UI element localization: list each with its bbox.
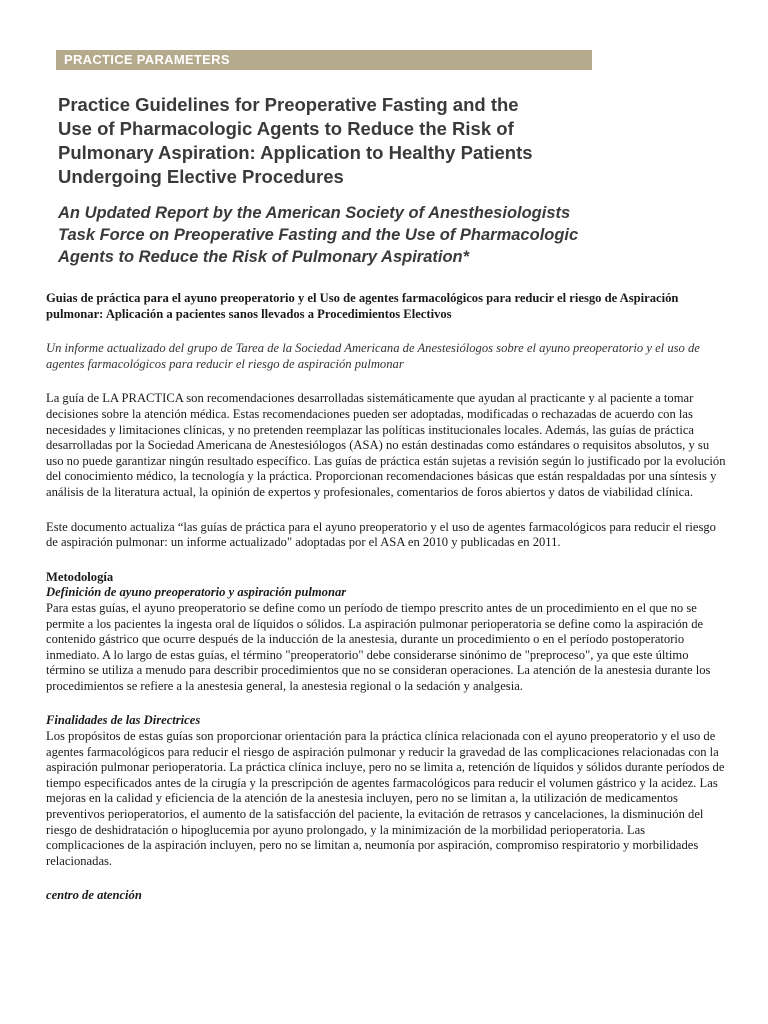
purposes-paragraph: Los propósitos de estas guías son proporcionar orientación para la práctica clínica relacionada con el ayuno preoperatorio y el uso de agentes farmacológicos para reducir el riesgo de aspiración pulmonar y reducir la gravedad de las complicaciones relacionadas con la aspiración pulmonar perioperatoria. La práctica clínica incluye, pero no se limita a, retención de líquidos y sólidos durante períodos de tiempo especificados antes de la cirugía y la prescripción de agentes farmacológicos para reducir el volumen gástrico y la acidez. Las mejoras en la calidad y eficiencia de la atención de la anestesia incluyen, pero no se limitan a, la utilización de medicamentos preventivos perioperatorios, el aumento de la satisfacción del paciente, la evitación de retrasos y cancelaciones, la disminución del riesgo de deshidratación o hipoglucemia por ayuno prolongado, y la minimización de la morbilidad perioperatoria. Las complicaciones de la aspiración incluyen, pero no se limitan a, neumonía por aspiración, compromiso respiratorio y morbilidades relacionadas.: [46, 729, 725, 868]
english-title-line: Use of Pharmacologic Agents to Reduce the Risk of: [58, 118, 514, 139]
english-title-line: Undergoing Elective Procedures: [58, 166, 344, 187]
english-title-line: Practice Guidelines for Preoperative Fasting and the: [58, 94, 519, 115]
definition-paragraph: Para estas guías, el ayuno preoperatorio se define como un período de tiempo prescrito antes de un procedimiento en el que no se permite a los pacientes la ingesta oral de líquidos o sólidos. La aspiración pulmonar perioperatoria se define como la aspiración de contenido gástrico que ocurre después de la inducción de la anestesia, durante un procedimiento o en el período postoperatorio inmediato. A lo largo de estas guías, el término "preoperatorio" debe considerarse sinónimo de "preproceso", ya que este último término se utiliza a menudo para describir procedimientos que no se consideran operaciones. La atención de la anestesia durante los procedimientos se refiere a la anestesia general, la anestesia regional o la sedación y analgesia.: [46, 600, 711, 693]
focus-heading: centro de atención: [46, 888, 142, 903]
english-subtitle-line: Agents to Reduce the Risk of Pulmonary Aspiration*: [58, 248, 470, 266]
english-title: [58, 93, 618, 189]
intro-paragraph: La guía de LA PRACTICA son recomendaciones desarrolladas sistemáticamente que ayudan al practicante y al paciente a tomar decisiones sobre la atención médica. Estas recomendaciones pueden ser adoptadas, modificadas o rechazadas de acuerdo con las necesidades y limitaciones clínicas, y no pretenden reemplazar las políticas institucionales locales. Además, las guías de práctica desarrolladas por la Sociedad Americana de Anestesiólogos (ASA) no están destinadas como estándares o requisitos absolutos, y su uso no puede garantizar ningún resultado específico. Las guías de práctica están sujetas a revisión según lo justificado por la evolución del conocimiento médico, la tecnología y la práctica. Proporcionan recomendaciones básicas que están respaldadas por una síntesis y análisis de la literatura actual, la opinión de expertos y profesionales, comentarios de foros abiertos y datos de viabilidad clínica.: [46, 391, 726, 499]
spanish-subtitle: Un informe actualizado del grupo de Tarea de la Sociedad Americana de Anestesiólogos sobre el ayuno preoperatorio y el uso de agentes farmacológicos para reducir el riesgo de aspiración pulmonar: [46, 341, 700, 371]
definition-heading: Definición de ayuno preoperatorio y aspiración pulmonar: [46, 585, 347, 600]
english-title-line: Pulmonary Aspiration: Application to Healthy Patients: [58, 142, 533, 163]
english-subtitle: [58, 202, 618, 268]
english-subtitle-line: Task Force on Preoperative Fasting and the Use of Pharmacologic: [58, 226, 579, 244]
english-subtitle-line: An Updated Report by the American Society of Anesthesiologists: [58, 204, 571, 222]
document-body: [46, 291, 726, 904]
practice-parameters-band: PRACTICE PARAMETERS: [56, 50, 592, 70]
purposes-heading: Finalidades de las Directrices: [46, 713, 201, 728]
methodology-heading: Metodología: [46, 569, 114, 584]
update-paragraph: Este documento actualiza “las guías de práctica para el ayuno preoperatorio y el uso de agentes farmacológicos para reducir el riesgo de aspiración pulmonar: un informe actualizado" adoptadas por el ASA en 2010 y publicadas en 2011.: [46, 519, 716, 550]
spanish-title: Guias de práctica para el ayuno preoperatorio y el Uso de agentes farmacológicos para reducir el riesgo de Aspiración pulmonar: Aplicación a pacientes sanos llevados a Procedimientos Electivos: [46, 291, 679, 321]
